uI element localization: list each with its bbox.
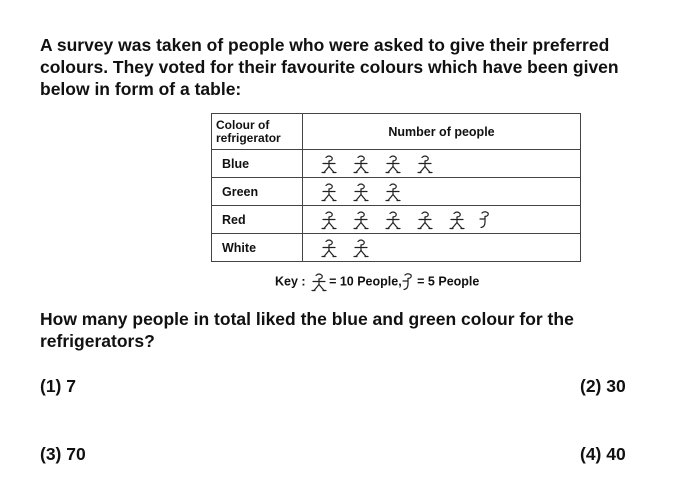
person-icon	[319, 210, 339, 230]
row-icons	[303, 178, 581, 206]
key-half-text: = 5 People	[417, 274, 480, 289]
key-full-icon-slot	[309, 274, 329, 288]
person-icon	[351, 238, 371, 258]
column-header-colour	[212, 114, 303, 150]
option-4[interactable]: (4) 40	[580, 444, 626, 464]
person-icon	[415, 154, 435, 174]
person-icon	[383, 182, 403, 202]
intro-line: colours. They voted for their favourite colours which have been given	[40, 57, 619, 77]
row-label: Red	[212, 206, 303, 234]
row-icons	[303, 150, 581, 178]
row-label: Green	[212, 178, 303, 206]
option-3[interactable]: (3) 70	[40, 444, 86, 464]
person-icon	[447, 210, 467, 230]
table-header-row	[212, 114, 581, 150]
question-line: How many people in total liked the blue and green colour for the	[40, 309, 574, 329]
table-row	[212, 234, 581, 262]
key-prefix: Key :	[275, 274, 306, 289]
person-icon	[309, 272, 329, 292]
table-row	[212, 206, 581, 234]
table-row	[212, 178, 581, 206]
intro-line: A survey was taken of people who were asked to give their preferred	[40, 35, 610, 55]
person-icon	[319, 238, 339, 258]
person-icon	[351, 182, 371, 202]
person-icon	[351, 210, 371, 230]
half-person-icon	[402, 272, 414, 292]
row-icons	[303, 234, 581, 262]
person-icon	[383, 210, 403, 230]
pictograph-key	[275, 272, 479, 292]
header-line: refrigerator	[216, 130, 281, 145]
table-row	[212, 150, 581, 178]
option-2[interactable]: (2) 30	[580, 376, 626, 396]
key-full-text: = 10 People,	[329, 274, 402, 289]
key-half-icon-slot	[402, 274, 414, 288]
row-label: Blue	[212, 150, 303, 178]
person-icon	[319, 182, 339, 202]
header-line: Colour of	[216, 117, 270, 132]
person-icon	[319, 154, 339, 174]
row-label: White	[212, 234, 303, 262]
question-line: refrigerators?	[40, 331, 155, 351]
option-1[interactable]: (1) 7	[40, 376, 76, 396]
intro-line: below in form of a table:	[40, 79, 242, 99]
row-icons	[303, 206, 581, 234]
question-text	[40, 308, 680, 352]
person-icon	[383, 154, 403, 174]
question-intro	[40, 34, 680, 100]
person-icon	[351, 154, 371, 174]
pictograph-table	[211, 113, 581, 262]
person-icon	[415, 210, 435, 230]
half-person-icon	[479, 210, 491, 230]
column-header-count: Number of people	[303, 114, 581, 150]
